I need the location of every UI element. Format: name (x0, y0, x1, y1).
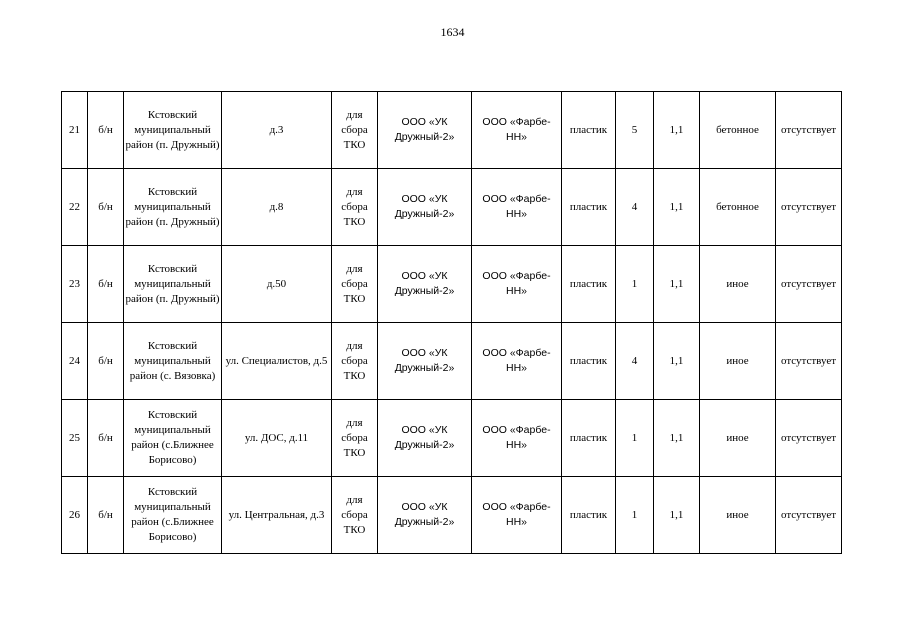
purpose-cell: для сбора ТКО (332, 323, 378, 400)
container-count-cell: 4 (616, 169, 654, 246)
operator-cell: ООО «Фарбе-НН» (472, 477, 562, 554)
row-number: 26 (62, 477, 88, 554)
registry-number: б/н (88, 323, 124, 400)
surface-type-cell: бетонное (700, 92, 776, 169)
container-material-cell: пластик (562, 323, 616, 400)
container-count-cell: 1 (616, 246, 654, 323)
container-count-cell: 5 (616, 92, 654, 169)
container-volume-cell: 1,1 (654, 400, 700, 477)
location-cell: Кстовский муниципальный район (п. Дружный) (124, 246, 222, 323)
table-row (62, 323, 842, 400)
operator-cell: ООО «Фарбе-НН» (472, 323, 562, 400)
container-count-cell: 4 (616, 323, 654, 400)
owner-cell: ООО «УК Дружный-2» (378, 92, 472, 169)
operator-cell: ООО «Фарбе-НН» (472, 246, 562, 323)
location-cell: Кстовский муниципальный район (с.Ближнее Борисово) (124, 477, 222, 554)
registry-number: б/н (88, 400, 124, 477)
purpose-cell: для сбора ТКО (332, 400, 378, 477)
registry-number: б/н (88, 169, 124, 246)
row-number: 22 (62, 169, 88, 246)
location-cell: Кстовский муниципальный район (п. Дружный) (124, 92, 222, 169)
fence-cell: отсутствует (776, 400, 842, 477)
container-volume-cell: 1,1 (654, 246, 700, 323)
registry-number: б/н (88, 92, 124, 169)
surface-type-cell: иное (700, 323, 776, 400)
purpose-cell: для сбора ТКО (332, 169, 378, 246)
container-count-cell: 1 (616, 477, 654, 554)
container-volume-cell: 1,1 (654, 92, 700, 169)
row-number: 24 (62, 323, 88, 400)
purpose-cell: для сбора ТКО (332, 246, 378, 323)
address-cell: ул. Специалистов, д.5 (222, 323, 332, 400)
table-row (62, 477, 842, 554)
container-material-cell: пластик (562, 169, 616, 246)
operator-cell: ООО «Фарбе-НН» (472, 169, 562, 246)
address-cell: ул. Центральная, д.3 (222, 477, 332, 554)
row-number: 23 (62, 246, 88, 323)
surface-type-cell: иное (700, 246, 776, 323)
owner-cell: ООО «УК Дружный-2» (378, 246, 472, 323)
waste-sites-table (61, 91, 842, 554)
registry-number: б/н (88, 477, 124, 554)
address-cell: д.3 (222, 92, 332, 169)
operator-cell: ООО «Фарбе-НН» (472, 400, 562, 477)
address-cell: д.50 (222, 246, 332, 323)
row-number: 21 (62, 92, 88, 169)
purpose-cell: для сбора ТКО (332, 92, 378, 169)
container-material-cell: пластик (562, 246, 616, 323)
owner-cell: ООО «УК Дружный-2» (378, 169, 472, 246)
table-row (62, 92, 842, 169)
address-cell: ул. ДОС, д.11 (222, 400, 332, 477)
container-volume-cell: 1,1 (654, 477, 700, 554)
surface-type-cell: иное (700, 477, 776, 554)
owner-cell: ООО «УК Дружный-2» (378, 477, 472, 554)
table-row (62, 400, 842, 477)
registry-number: б/н (88, 246, 124, 323)
container-volume-cell: 1,1 (654, 169, 700, 246)
container-material-cell: пластик (562, 477, 616, 554)
container-material-cell: пластик (562, 400, 616, 477)
table-body (62, 92, 842, 554)
purpose-cell: для сбора ТКО (332, 477, 378, 554)
fence-cell: отсутствует (776, 169, 842, 246)
page-number: 1634 (440, 25, 465, 39)
surface-type-cell: иное (700, 400, 776, 477)
owner-cell: ООО «УК Дружный-2» (378, 400, 472, 477)
fence-cell: отсутствует (776, 246, 842, 323)
table-row (62, 169, 842, 246)
container-count-cell: 1 (616, 400, 654, 477)
location-cell: Кстовский муниципальный район (с. Вязовка) (124, 323, 222, 400)
location-cell: Кстовский муниципальный район (с.Ближнее Борисово) (124, 400, 222, 477)
container-material-cell: пластик (562, 92, 616, 169)
operator-cell: ООО «Фарбе-НН» (472, 92, 562, 169)
fence-cell: отсутствует (776, 477, 842, 554)
surface-type-cell: бетонное (700, 169, 776, 246)
location-cell: Кстовский муниципальный район (п. Дружный) (124, 169, 222, 246)
row-number: 25 (62, 400, 88, 477)
container-volume-cell: 1,1 (654, 323, 700, 400)
address-cell: д.8 (222, 169, 332, 246)
fence-cell: отсутствует (776, 323, 842, 400)
owner-cell: ООО «УК Дружный-2» (378, 323, 472, 400)
table-row (62, 246, 842, 323)
fence-cell: отсутствует (776, 92, 842, 169)
